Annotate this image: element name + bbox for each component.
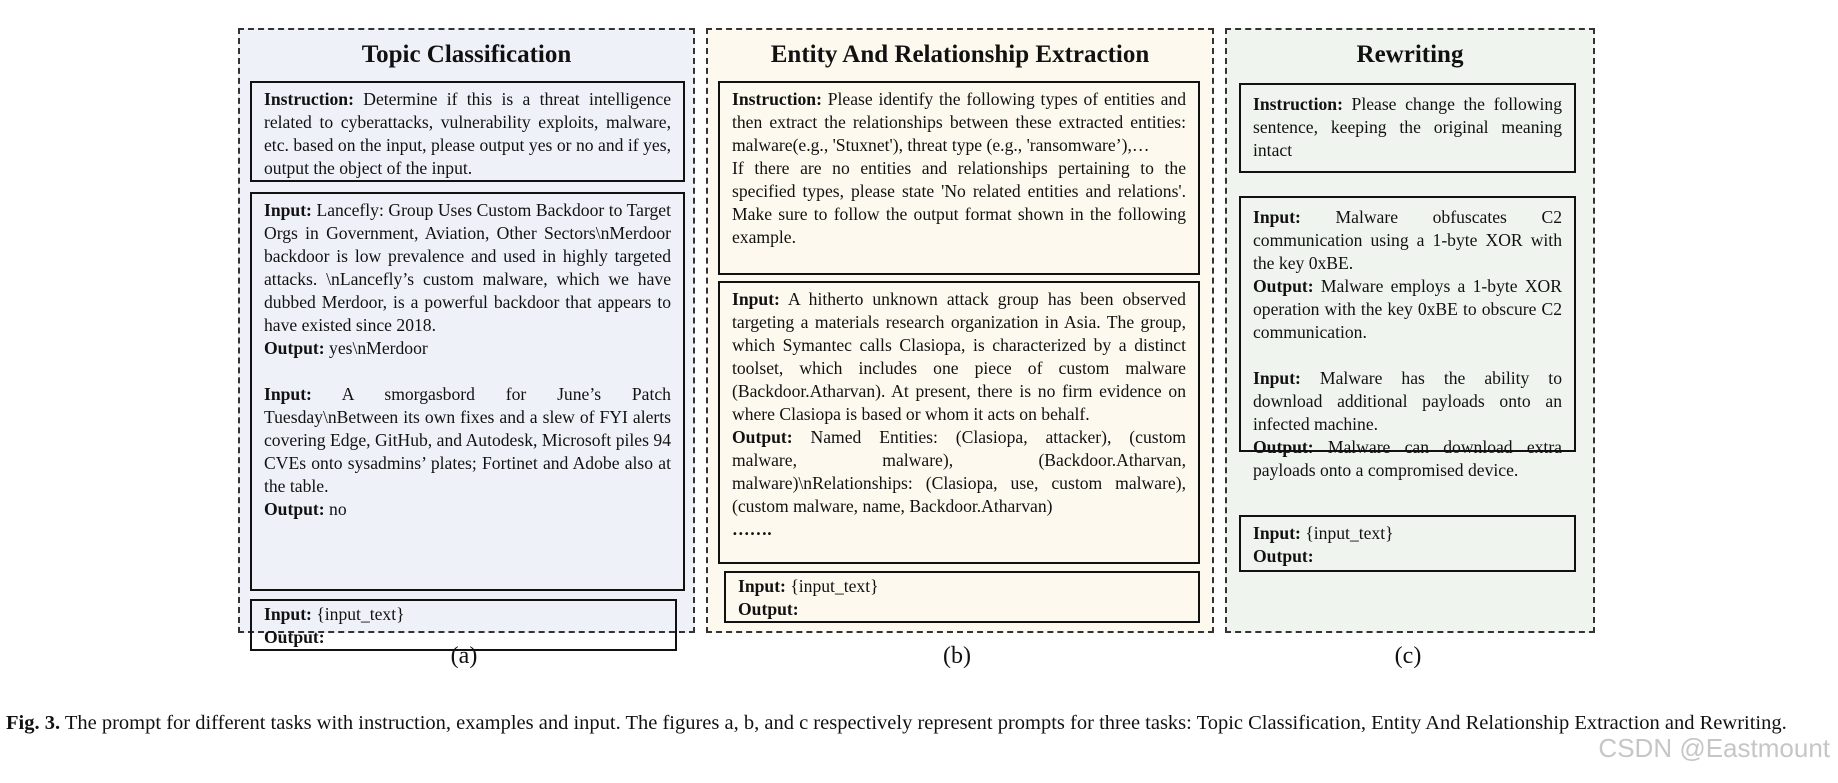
output-label: Output: [264,627,325,647]
input-text: {input_text} [1305,523,1394,543]
input-text: A hitherto unknown attack group has been observed targeting a materials research organization in Asia. The group, which Symantec calls Clasiopa, is characterized by a distinct toolset, which includes one piece of custom malware (Backdoor.Atharvan). At present, there is no firm evidence on where Clasiopa is based or whom it acts on behalf. [732,289,1186,424]
examples-box [1239,196,1576,480]
panel-rewriting [1225,28,1595,633]
instruction-box [718,81,1200,275]
ellipsis: ……. [732,519,772,539]
panel-title: Topic Classification [361,41,572,68]
output-label: Output: [738,599,799,619]
instruction-label: Instruction: [264,89,354,109]
output-text: Named Entities: (Clasiopa, attacker), (custom malware, malware), (Backdoor.Atharvan, malware)\nRelationships: (Clasiopa, use, custom malware), (custom malware, name, Backdoor.Atharvan) [732,427,1186,516]
figure-caption [6,708,1826,738]
instruction-label: Instruction: [732,89,822,109]
input-text: Lancefly: Group Uses Custom Backdoor to Target Orgs in Government, Aviation, Other Sectors\nMerdoor backdoor is low prevalence and used in highly targeted attacks. \nLancefly’s custom malware, which we have dubbed Merdoor, is a powerful backdoor that appears to have existed since 2018. [264,200,671,335]
input-label: Input: [264,384,312,404]
output-text: no [329,499,347,519]
input-text: A smorgasbord for June’s Patch Tuesday\nBetween its own fixes and a slew of FYI alerts covering Edge, GitHub, and Autodesk, Microsoft piles 94 CVEs onto sysadmins’ plates; Fortinet and Adobe also at the table. [264,384,671,496]
watermark: CSDN @Eastmount [1598,733,1830,763]
instruction-box [250,81,685,182]
subfigure-label-c: (c) [1394,643,1422,669]
caption-text: The prompt for different tasks with instruction, examples and input. The figures a, b, and c respectively represent prompts for three tasks: Topic Classification, Entity And Relationship Extraction and Rewriting. [64,712,1787,734]
output-label: Output: [264,338,325,358]
instruction-text: Determine if this is a threat intelligence related to cyberattacks, vulnerability exploits, malware, etc. based on the input, please output yes or no and if yes, output the object of the input. [264,89,672,178]
instruction-text: Please identify the following types of entities and then extract the relationships between these extracted entities: malware(e.g., 'Stuxnet'), threat type (e.g., 'ransomware’),… [732,89,1186,155]
input-text: Malware has the ability to download additional payloads onto an infected machine. [1253,368,1562,434]
output-label: Output: [264,499,325,519]
input-label: Input: [1253,207,1301,227]
caption-label: Fig. 3. [6,712,61,734]
panel-title: Entity And Relationship Extraction [770,41,1150,68]
output-label: Output: [1253,546,1314,566]
input-label: Input: [264,200,312,220]
output-label: Output: [1253,276,1314,296]
output-text: yes\nMerdoor [329,338,428,358]
output-text: Malware can download extra payloads onto a compromised device. [1253,437,1562,480]
instruction-text-2: If there are no entities and relationships pertaining to the specified types, please state 'No related entities and relations'. Make sure to follow the output format shown in the following example. [732,158,1186,247]
input-text: {input_text} [790,576,879,596]
instruction-box [1239,83,1576,173]
input-label: Input: [264,604,312,624]
input-text: Malware obfuscates C2 communication using a 1-byte XOR with the key 0xBE. [1253,207,1562,273]
panel-title: Rewriting [1356,41,1464,68]
input-label: Input: [738,576,786,596]
input-label: Input: [1253,523,1301,543]
query-box [1239,515,1576,572]
examples-box [250,192,685,591]
subfigure-label-a: (a) [450,643,478,669]
instruction-text: Please change the following sentence, keeping the original meaning intact [1253,94,1562,160]
query-box [724,571,1200,623]
input-text: {input_text} [316,604,405,624]
output-label: Output: [732,427,793,447]
output-text: Malware employs a 1-byte XOR operation with the key 0xBE to obscure C2 communication. [1253,276,1562,342]
input-label: Input: [1253,368,1301,388]
panel-entity-relationship-extraction [706,28,1214,633]
instruction-label: Instruction: [1253,94,1343,114]
panel-topic-classification [238,28,695,647]
subfigure-label-b: (b) [943,643,971,669]
examples-box [718,281,1200,564]
input-label: Input: [732,289,780,309]
output-label: Output: [1253,437,1314,457]
